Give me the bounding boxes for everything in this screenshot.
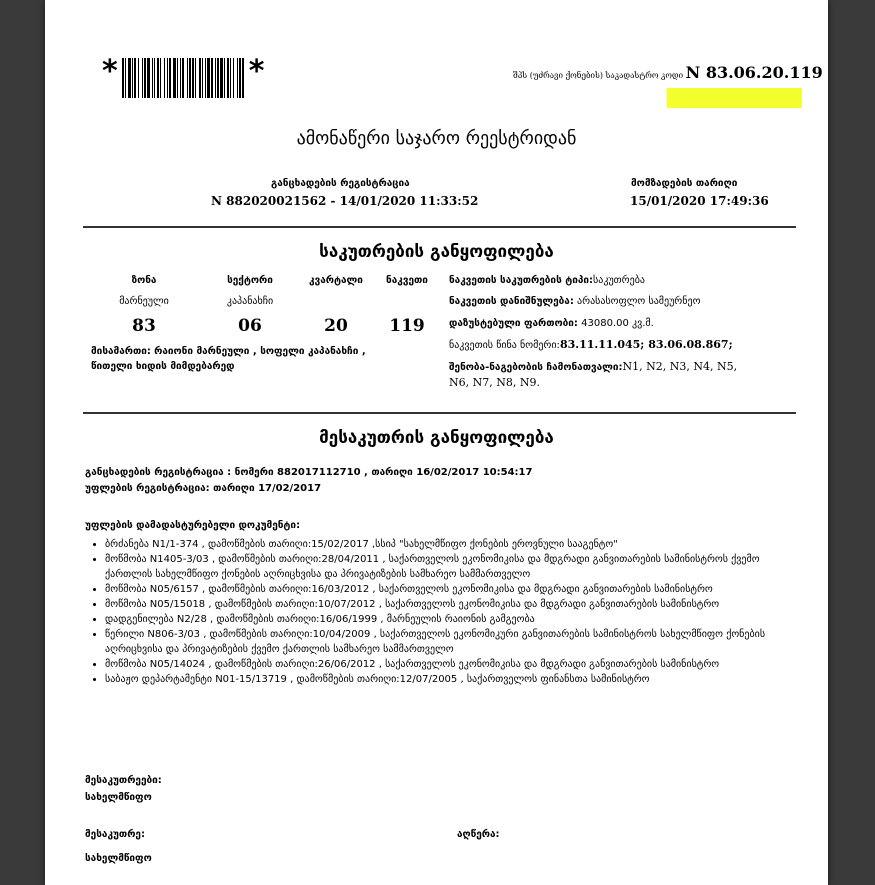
buildings-list: შენობა-ნაგებობის ჩამონათვალი:N1, N2, N3, N4, N5, xyxy=(449,360,738,373)
description-label: აღწერა: xyxy=(457,829,500,840)
property-type: ნაკვეთის საკუთრების ტიპი:საკუთრება xyxy=(449,275,645,286)
right-registration-line: უფლების რეგისტრაცია: თარიღი 17/02/2017 xyxy=(85,483,322,494)
zone-num: 83 xyxy=(132,316,156,336)
document-item: • წერილი N806-3/03 , დამოწმების თარიღი:10/04/2009 , საქართველოს ეკონომიკური განვითარების სამინისტროს სახელმწიფო ქონების აღრიცხვისა და პრივატიზების ქვემო ქართლის სამხარეო სამმართველო xyxy=(105,627,805,657)
zone-label: ზონა xyxy=(131,275,157,286)
document-item: • მოწმობა N05/15018 , დამოწმების თარიღი:10/07/2012 , საქართველოს ეკონომიკისა და მდგრადი განვითარების სამინისტრო xyxy=(105,597,805,612)
owner-registration-line: განცხადების რეგისტრაცია : ნომერი 882017112710 , თარიღი 16/02/2017 10:54:17 xyxy=(85,467,533,478)
cadastral-code: შპს (უძრავი ქონების) საკადასტრო კოდი N 83.06.20.119 xyxy=(513,63,823,82)
buildings-list-line2: N6, N7, N8, N9. xyxy=(449,376,540,389)
highlight-mark xyxy=(667,88,802,108)
property-section-title: საკუთრების განყოფილება xyxy=(319,242,554,262)
prep-date-value: 15/01/2020 17:49:36 xyxy=(630,194,769,208)
sector-label: სექტორი xyxy=(227,275,273,286)
document-item: • საბაჟო დეპარტამენტი N01-15/13719 , დამოწმების თარიღი:12/07/2005 , საქართველოს ფინანსთა სამინისტრო xyxy=(105,672,805,687)
barcode-bars xyxy=(122,58,245,98)
previous-number: ნაკვეთის წინა ნომერი:83.11.11.045; 83.06.08.867; xyxy=(449,338,733,351)
address: მისამართი: რაიონი მარნეული , სოფელი კაპანახჩი , xyxy=(91,346,366,357)
quarter-label: კვარტალი xyxy=(309,275,363,286)
owner-value: სახელმწიფო xyxy=(85,853,152,864)
documents-list xyxy=(85,537,805,687)
documents-label: უფლების დამადასტურებელი დოკუმენტი: xyxy=(85,520,301,531)
document-item: • მოწმობა N1405-3/03 , დამოწმების თარიღი:28/04/2011 , საქართველოს ეკონომიკისა და მდგრადი განვითარების სამინისტროს ქვემო ქართლის სახელმწიფო ქონების აღრიცხვისა და პრივატიზების სამხარეო სამმართველო xyxy=(105,552,805,582)
registration-label: განცხადების რეგისტრაცია xyxy=(271,178,410,189)
owners-label: მესაკუთრეები: xyxy=(85,775,162,786)
quarter-num: 20 xyxy=(324,316,348,336)
property-purpose: ნაკვეთის დანიშნულება: არასასოფლო სამეურნეო xyxy=(449,296,701,307)
sector-name: კაპანახჩი xyxy=(226,296,274,307)
registration-value: N 882020021562 - 14/01/2020 11:33:52 xyxy=(211,194,479,208)
document-item: • ბრძანება N1/1-374 , დამოწმების თარიღი:15/02/2017 ,სსიპ "სახელმწიფო ქონების ეროვნული სააგენტო" xyxy=(105,537,805,552)
document-item: • დადგენილება N2/28 , დამოწმების თარიღი:16/06/1999 , მარნეულის რაიონის გამგეობა xyxy=(105,612,805,627)
prep-date-label: მომზადების თარიღი xyxy=(631,178,738,189)
main-title: ამონაწერი საჯარო რეესტრიდან xyxy=(296,128,577,149)
document-page xyxy=(45,0,828,885)
owners-value: სახელმწიფო xyxy=(85,792,152,803)
property-area: დაზუსტებული ფართობი: 43080.00 კვ.მ. xyxy=(449,318,654,329)
address-line2: წითელი ხიდის მიმდებარედ xyxy=(91,361,235,372)
divider xyxy=(83,412,796,414)
barcode: * * xyxy=(102,58,264,98)
document-item: • მოწმობა N05/6157 , დამოწმების თარიღი:16/03/2012 , საქართველოს ეკონომიკისა და მდგრადი განვითარების სამინისტრო xyxy=(105,582,805,597)
sector-num: 06 xyxy=(238,316,262,336)
zone-name: მარნეული xyxy=(119,296,169,307)
parcel-label: ნაკვეთი xyxy=(386,275,428,286)
divider xyxy=(83,226,796,228)
owner-label: მესაკუთრე: xyxy=(85,829,145,840)
parcel-num: 119 xyxy=(389,316,425,336)
owner-section-title: მესაკუთრის განყოფილება xyxy=(319,428,554,448)
document-item: • მოწმობა N05/14024 , დამოწმების თარიღი:26/06/2012 , საქართველოს ეკონომიკისა და მდგრადი განვითარების სამინისტრო xyxy=(105,657,805,672)
